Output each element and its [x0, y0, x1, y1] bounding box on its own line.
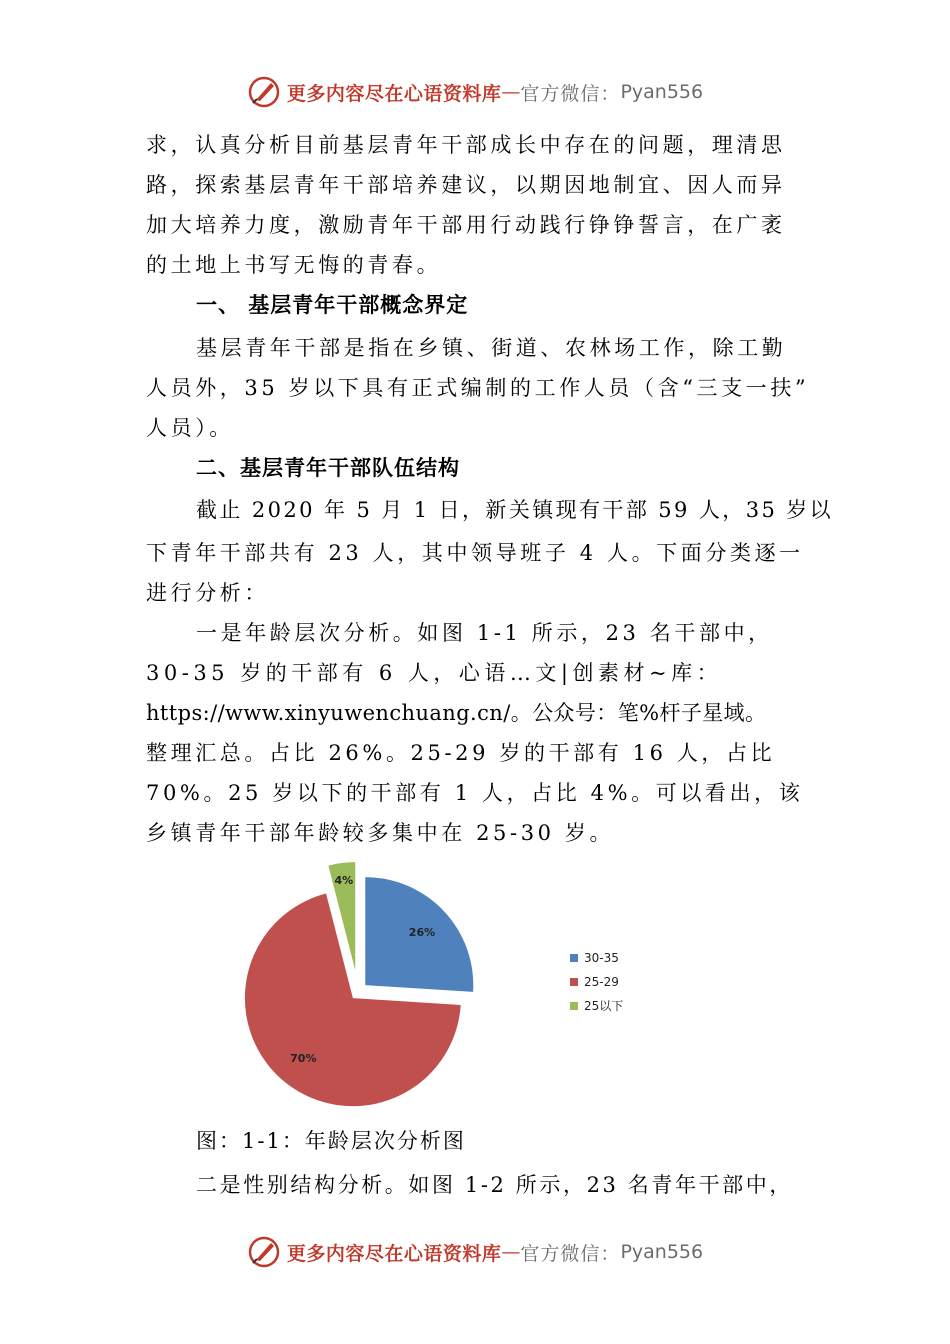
paragraph-line: 基层青年干部是指在乡镇、街道、农林场工作，除工勤 [196, 336, 787, 360]
banner-dash: — [501, 81, 521, 103]
paragraph-line: 人员外，35 岁以下具有正式编制的工作人员（含“三支一扶” [146, 376, 810, 400]
paragraph-line: 截止 2020 年 5 月 1 日，新关镇现有干部 59 人，35 岁以 [196, 498, 834, 522]
section-heading: 二、基层青年干部队伍结构 [196, 456, 460, 480]
legend-entry: 25-29 [584, 975, 619, 989]
pie-data-label: 26% [408, 925, 436, 939]
figure-caption: 图：1-1：年龄层次分析图 [196, 1129, 466, 1153]
banner-official-text: 官方微信： [520, 1242, 621, 1265]
legend-swatch [570, 1002, 578, 1010]
paragraph-line: 整理汇总。占比 26%。25-29 岁的干部有 16 人，占比 [146, 741, 776, 765]
paragraph-line: 下青年干部共有 23 人，其中领导班子 4 人。下面分类逐一 [146, 541, 804, 565]
legend-swatch [570, 978, 578, 986]
pie-data-label: 70% [290, 1052, 317, 1066]
age-pie-chart [230, 860, 650, 1110]
paragraph-line: 二是性别结构分析。如图 1-2 所示，23 名青年干部中， [196, 1173, 793, 1197]
legend-entry: 30-35 [584, 951, 619, 965]
legend-swatch [570, 954, 578, 962]
paragraph-line: 加大培养力度，激励青年干部用行动践行铮铮誓言，在广袤 [146, 213, 786, 237]
legend-entry: 25以下 [584, 999, 624, 1013]
paragraph-line: 30-35 岁的干部有 6 人，心语…文|创素材~库： [146, 661, 723, 685]
paragraph-line: https://www.xinyuwenchuang.cn/。公众号：笔%杆子星域。 [146, 701, 767, 725]
banner-wechat-id: Pyan556 [620, 81, 704, 103]
paragraph-line: 的土地上书写无悔的青春。 [146, 253, 442, 277]
banner-main-text: 更多内容尽在心语资料库 [286, 82, 502, 105]
banner-main-text: 更多内容尽在心语资料库 [286, 1242, 502, 1265]
banner-dash: — [501, 1241, 521, 1263]
pie-data-label: 4% [334, 874, 354, 888]
paragraph-line: 路，探索基层青年干部培养建议，以期因地制宜、因人而异 [146, 173, 786, 197]
paragraph-line: 进行分析： [146, 581, 269, 605]
quill-logo-icon [247, 75, 281, 109]
paragraph-line: 人员）。 [146, 416, 234, 440]
quill-logo-icon [247, 1235, 281, 1269]
paragraph-line: 一是年龄层次分析。如图 1-1 所示，23 名干部中， [196, 621, 773, 645]
banner-wechat-id: Pyan556 [620, 1241, 704, 1263]
footer-banner [0, 1232, 950, 1272]
banner-official-text: 官方微信： [520, 82, 621, 105]
section-heading: 一、 基层青年干部概念界定 [196, 293, 469, 317]
header-banner [0, 72, 950, 112]
paragraph-line: 70%。25 岁以下的干部有 1 人，占比 4%。可以看出，该 [146, 781, 804, 805]
paragraph-line: 乡镇青年干部年龄较多集中在 25-30 岁。 [146, 821, 615, 845]
paragraph-line: 求，认真分析目前基层青年干部成长中存在的问题，理清思 [146, 133, 786, 157]
